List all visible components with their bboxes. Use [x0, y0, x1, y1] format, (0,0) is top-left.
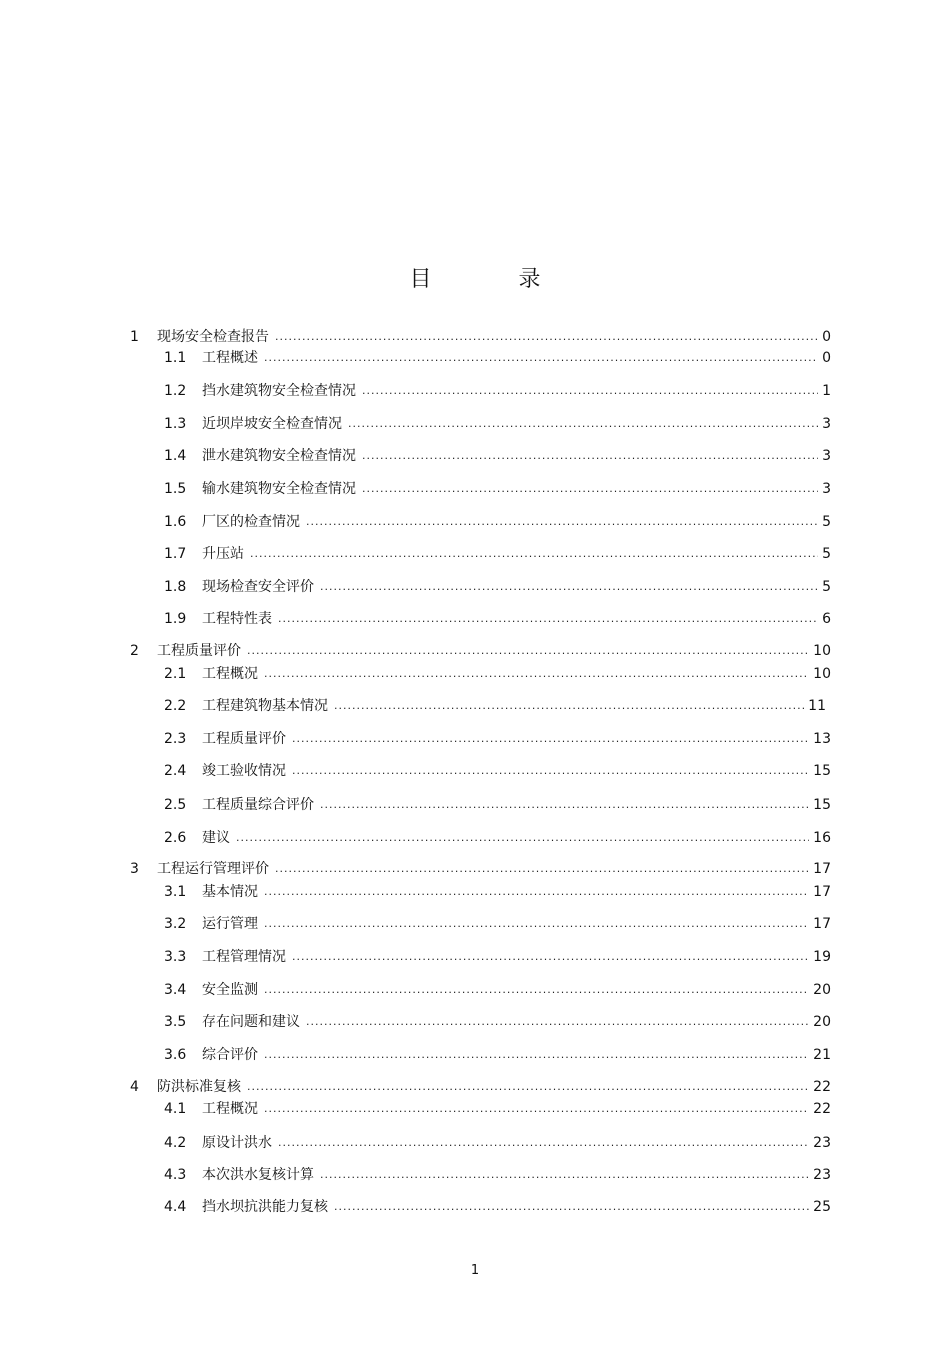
toc-entry-page: 20 — [813, 982, 831, 998]
toc-entry-number: 1.3 — [164, 416, 187, 432]
toc-entry-page: 5 — [822, 579, 831, 595]
toc-entry-title: 运行管理 — [202, 916, 258, 932]
toc-entry-title: 工程概况 — [202, 1101, 258, 1117]
toc-entry-title: 输水建筑物安全检查情况 — [202, 481, 356, 497]
toc-entry-number: 1.6 — [164, 514, 187, 530]
toc-entry-page: 25 — [813, 1199, 831, 1215]
toc-entry-number: 2.6 — [164, 830, 187, 846]
toc-entry-title: 挡水建筑物安全检查情况 — [202, 383, 356, 399]
toc-entry-page: 23 — [813, 1167, 831, 1183]
toc-entry-title: 工程特性表 — [202, 611, 272, 627]
toc-entry-title: 本次洪水复核计算 — [202, 1167, 314, 1183]
toc-entry-page: 1 — [822, 383, 831, 399]
toc-entry-title: 工程质量评价 — [202, 731, 286, 747]
toc-entry-number: 2.3 — [164, 731, 187, 747]
toc-leader-dots — [334, 696, 804, 716]
toc-entry-page: 3 — [822, 416, 831, 432]
toc-entry-title: 近坝岸坡安全检查情况 — [202, 416, 342, 432]
toc-leader-dots — [362, 381, 818, 401]
toc-entry-title: 工程建筑物基本情况 — [202, 698, 328, 714]
toc-entry-number: 3.5 — [164, 1014, 187, 1030]
toc-entry-page: 17 — [813, 916, 831, 932]
toc-entry[interactable] — [164, 544, 831, 564]
toc-entry-number: 4 — [130, 1079, 139, 1095]
toc-entry[interactable] — [164, 664, 831, 684]
toc-leader-dots — [292, 761, 809, 781]
toc-entry[interactable] — [164, 1012, 831, 1032]
toc-entry-number: 3.6 — [164, 1047, 187, 1063]
toc-entry-title: 工程质量综合评价 — [202, 797, 314, 813]
toc-entry-title: 工程概况 — [202, 666, 258, 682]
toc-entry[interactable] — [164, 512, 831, 532]
toc-leader-dots — [320, 1165, 809, 1185]
toc-leader-dots — [292, 947, 809, 967]
toc-leader-dots — [275, 859, 809, 879]
toc-entry[interactable] — [164, 828, 831, 848]
toc-entry-title: 综合评价 — [202, 1047, 258, 1063]
toc-entry-title: 泄水建筑物安全检查情况 — [202, 448, 356, 464]
toc-entry-number: 1.9 — [164, 611, 187, 627]
toc-entry-title: 基本情况 — [202, 884, 258, 900]
toc-entry-title: 工程运行管理评价 — [157, 861, 269, 877]
toc-entry-number: 3.3 — [164, 949, 187, 965]
toc-entry-number: 1.4 — [164, 448, 187, 464]
toc-entry[interactable] — [164, 795, 831, 815]
toc-leader-dots — [348, 414, 818, 434]
toc-entry-number: 3.1 — [164, 884, 187, 900]
toc-entry[interactable] — [164, 696, 826, 716]
toc-entry-title: 现场安全检查报告 — [157, 329, 269, 345]
toc-entry-number: 1.2 — [164, 383, 187, 399]
toc-entry-number: 2.2 — [164, 698, 187, 714]
toc-leader-dots — [247, 1077, 809, 1097]
toc-leader-dots — [278, 609, 818, 629]
toc-entry[interactable] — [164, 914, 831, 934]
toc-entry[interactable] — [164, 947, 831, 967]
toc-entry[interactable] — [164, 381, 831, 401]
toc-entry-page: 6 — [822, 611, 831, 627]
toc-entry-page: 11 — [808, 698, 826, 714]
toc-entry-title: 存在问题和建议 — [202, 1014, 300, 1030]
toc-entry[interactable] — [164, 761, 831, 781]
toc-entry-number: 1 — [130, 329, 139, 345]
toc-leader-dots — [306, 1012, 809, 1032]
toc-entry-title: 工程管理情况 — [202, 949, 286, 965]
toc-entry-number: 3 — [130, 861, 139, 877]
toc-entry[interactable] — [164, 1197, 831, 1217]
toc-entry-number: 2 — [130, 643, 139, 659]
toc-leader-dots — [264, 664, 809, 684]
toc-entry-title: 升压站 — [202, 546, 244, 562]
toc-entry[interactable] — [164, 1045, 831, 1065]
toc-leader-dots — [264, 914, 809, 934]
toc-entry-page: 0 — [822, 350, 831, 366]
toc-title: 目 录 — [409, 267, 581, 292]
toc-entry[interactable] — [164, 577, 831, 597]
toc-leader-dots — [320, 795, 809, 815]
toc-leader-dots — [236, 828, 809, 848]
toc-entry-page: 5 — [822, 514, 831, 530]
toc-leader-dots — [247, 641, 809, 661]
toc-leader-dots — [292, 729, 809, 749]
toc-entry-number: 1.1 — [164, 350, 187, 366]
toc-entry-page: 22 — [813, 1101, 831, 1117]
toc-entry-number: 4.3 — [164, 1167, 187, 1183]
toc-entry-number: 2.4 — [164, 763, 187, 779]
toc-entry-page: 0 — [822, 329, 831, 345]
toc-entry-page: 5 — [822, 546, 831, 562]
toc-leader-dots — [264, 1045, 809, 1065]
toc-entry-page: 22 — [813, 1079, 831, 1095]
toc-entry-title: 工程概述 — [202, 350, 258, 366]
toc-entry[interactable] — [130, 641, 831, 661]
toc-entry-title: 厂区的检查情况 — [202, 514, 300, 530]
toc-leader-dots — [320, 577, 818, 597]
toc-entry-number: 3.2 — [164, 916, 187, 932]
toc-entry[interactable] — [164, 414, 831, 434]
toc-entry[interactable] — [164, 1165, 831, 1185]
toc-entry-page: 15 — [813, 797, 831, 813]
toc-entry-number: 3.4 — [164, 982, 187, 998]
toc-entry[interactable] — [130, 327, 831, 347]
toc-entry-page: 10 — [813, 643, 831, 659]
toc-entry-title: 竣工验收情况 — [202, 763, 286, 779]
toc-entry-title: 工程质量评价 — [157, 643, 241, 659]
toc-entry-page: 10 — [813, 666, 831, 682]
toc-entry-number: 2.5 — [164, 797, 187, 813]
toc-entry-title: 原设计洪水 — [202, 1135, 272, 1151]
toc-entry-page: 16 — [813, 830, 831, 846]
toc-entry-title: 挡水坝抗洪能力复核 — [202, 1199, 328, 1215]
toc-leader-dots — [264, 980, 809, 1000]
toc-leader-dots — [264, 882, 809, 902]
toc-leader-dots — [275, 327, 818, 347]
toc-entry[interactable] — [164, 729, 831, 749]
toc-entry-page: 23 — [813, 1135, 831, 1151]
toc-entry-title: 安全监测 — [202, 982, 258, 998]
toc-entry[interactable] — [130, 1077, 831, 1097]
toc-entry[interactable] — [164, 609, 831, 629]
toc-entry-number: 1.8 — [164, 579, 187, 595]
toc-entry-number: 4.2 — [164, 1135, 187, 1151]
toc-entry-page: 20 — [813, 1014, 831, 1030]
page-number: 1 — [470, 1263, 480, 1278]
toc-leader-dots — [264, 348, 818, 368]
toc-entry-number: 1.7 — [164, 546, 187, 562]
toc-entry[interactable] — [164, 882, 831, 902]
toc-entry-page: 13 — [813, 731, 831, 747]
toc-entry-number: 1.5 — [164, 481, 187, 497]
toc-entry-title: 防洪标准复核 — [157, 1079, 241, 1095]
toc-entry-page: 15 — [813, 763, 831, 779]
toc-leader-dots — [278, 1133, 809, 1153]
toc-entry[interactable] — [164, 1133, 831, 1153]
toc-entry-page: 21 — [813, 1047, 831, 1063]
toc-entry-title: 现场检查安全评价 — [202, 579, 314, 595]
toc-leader-dots — [250, 544, 818, 564]
toc-entry-page: 3 — [822, 448, 831, 464]
toc-leader-dots — [362, 479, 818, 499]
toc-entry[interactable] — [164, 348, 831, 368]
toc-leader-dots — [334, 1197, 809, 1217]
toc-entry-number: 4.1 — [164, 1101, 187, 1117]
toc-entry-number: 4.4 — [164, 1199, 187, 1215]
toc-leader-dots — [362, 446, 818, 466]
toc-entry-page: 3 — [822, 481, 831, 497]
toc-leader-dots — [306, 512, 818, 532]
toc-entry-page: 17 — [813, 861, 831, 877]
toc-entry-page: 17 — [813, 884, 831, 900]
toc-leader-dots — [264, 1099, 809, 1119]
toc-entry-title: 建议 — [202, 830, 230, 846]
toc-entry[interactable] — [164, 479, 831, 499]
toc-entry[interactable] — [164, 1099, 831, 1119]
toc-entry[interactable] — [164, 446, 831, 466]
toc-entry[interactable] — [164, 980, 831, 1000]
toc-entry-page: 19 — [813, 949, 831, 965]
toc-entry[interactable] — [130, 859, 831, 879]
toc-entry-number: 2.1 — [164, 666, 187, 682]
